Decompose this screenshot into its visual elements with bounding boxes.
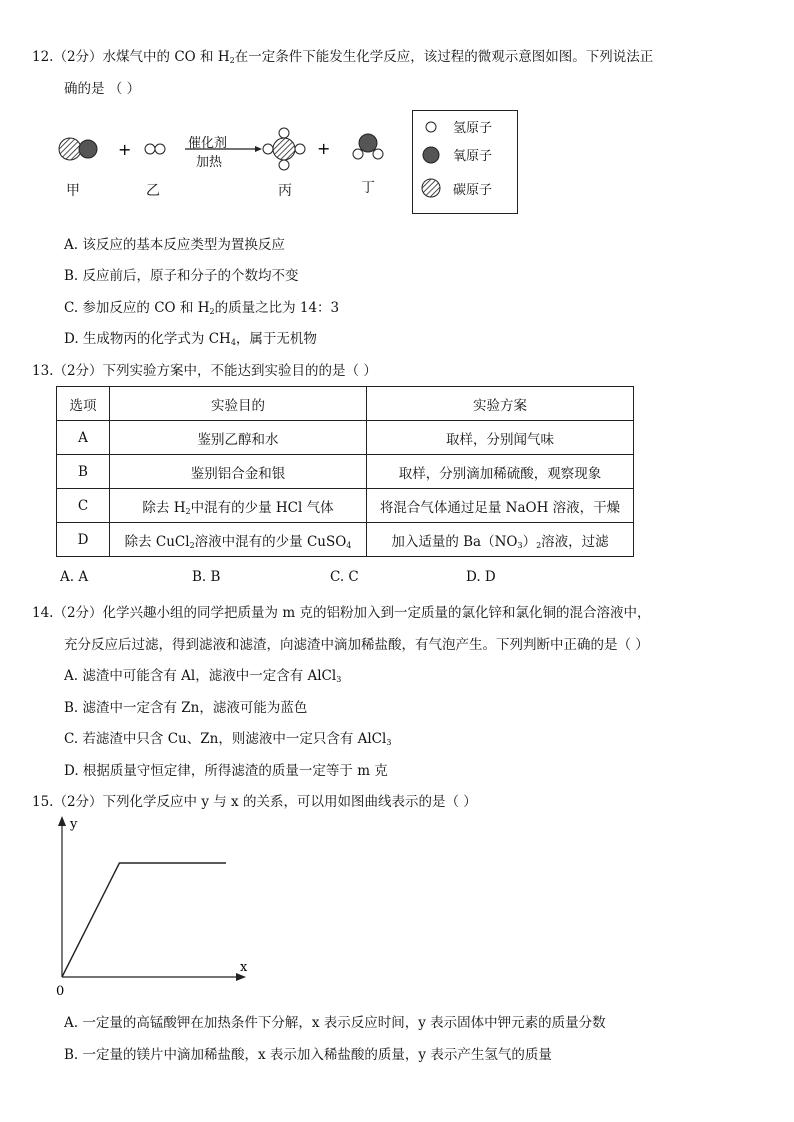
q13-choice-d: D. D xyxy=(466,569,496,585)
q14-option-c: C. 若滤渣中只含 Cu、Zn，则滤液中一定只含有 AlCl$_3$ xyxy=(64,731,392,747)
q12-option-a: A. 该反应的基本反应类型为置换反应 xyxy=(64,237,285,253)
oxygen-atom-icon xyxy=(423,147,439,163)
table-row: D 除去 CuCl$_2$溶液中混有的少量 CuSO$_4$ 加入适量的 $Ba(NO_3)_2$溶液，过滤 xyxy=(57,523,634,557)
h2o-molecule-icon xyxy=(353,134,383,159)
q13-choice-a: A. A xyxy=(60,569,89,585)
q14-stem-line1: 14.（2分）化学兴趣小组的同学把质量为 m 克的铝粉加入到一定质量的氯化锌和氯化铜的混合溶液中， xyxy=(32,605,651,621)
ch4-molecule-icon xyxy=(263,128,305,170)
q15-curve-chart xyxy=(48,814,258,1000)
q14-option-b: B. 滤渣中一定含有 Zn，滤液可能为蓝色 xyxy=(64,700,308,716)
series-line xyxy=(62,863,226,977)
q14-option-d: D. 根据质量守恒定律，所得滤渣的质量一定等于 m 克 xyxy=(64,763,388,779)
heating-label: 加热 xyxy=(196,155,223,170)
legend-hydrogen-label: 氢原子 xyxy=(453,121,493,136)
table-row: B 鉴别铝合金和银 取样，分别滴加稀硫酸，观察现象 xyxy=(57,455,634,489)
legend-carbon-label: 碳原子 xyxy=(453,183,493,198)
header-plan: 实验方案 xyxy=(367,387,634,421)
x-axis-label: x xyxy=(240,960,248,975)
plus-sign-1: + xyxy=(118,140,132,159)
q12-option-c: C. 参加反应的 CO 和 $H_2$的质量之比为 14：3 xyxy=(64,300,340,316)
hydrogen-atom-icon xyxy=(426,122,436,132)
q12-stem-line2: 确的是 （ ） xyxy=(64,81,141,97)
label-ding: 丁 xyxy=(361,180,375,196)
q12-option-d: D. 生成物丙的化学式为 $CH_4$，属于无机物 xyxy=(64,331,317,347)
q15-option-b: B. 一定量的镁片中滴加稀盐酸，x 表示加入稀盐酸的质量，y 表示产生氢气的质量 xyxy=(64,1047,552,1063)
y-axis-label: y xyxy=(70,817,78,832)
q12-stem-line1: 12.（2分）水煤气中的 CO 和 $H_2$在一定条件下能发生化学反应，该过程的微观示意图如图。下列说法正 xyxy=(32,49,654,65)
reaction-diagram xyxy=(50,118,410,198)
q12-option-b: B. 反应前后，原子和分子的个数均不变 xyxy=(64,268,299,284)
experiment-table xyxy=(56,386,634,557)
table-header-row xyxy=(57,387,634,421)
q13-choice-c: C. C xyxy=(330,569,359,585)
q13-stem: 13.（2分）下列实验方案中，不能达到实验目的的是（ ） xyxy=(32,363,377,379)
plus-sign-2: + xyxy=(317,139,331,158)
origin-label: 0 xyxy=(56,984,65,999)
legend-oxygen-label: 氧原子 xyxy=(453,149,493,164)
label-yi: 乙 xyxy=(146,183,160,199)
q14-option-a: A. 滤渣中可能含有 Al，滤液中一定含有 AlCl$_3$ xyxy=(64,668,342,684)
q14-stem-line2: 充分反应后过滤，得到滤液和滤渣，向滤渣中滴加稀盐酸，有气泡产生。下列判断中正确的是（ ） xyxy=(64,637,649,653)
header-option: 选项 xyxy=(57,387,110,421)
atom-legend xyxy=(412,110,518,214)
table-row: C 除去 $H_2$中混有的少量 HCl 气体 将混合气体通过足量 NaOH 溶液，干燥 xyxy=(57,489,634,523)
label-jia: 甲 xyxy=(66,183,80,199)
q15-option-a: A. 一定量的高锰酸钾在加热条件下分解，x 表示反应时间，y 表示固体中钾元素的质量分数 xyxy=(64,1015,606,1031)
q13-choice-b: B. B xyxy=(192,569,221,585)
y-axis-arrow xyxy=(58,816,66,826)
catalyst-label: 催化剂 xyxy=(188,136,228,151)
label-bing: 丙 xyxy=(278,183,292,199)
carbon-atom-icon xyxy=(422,179,440,197)
h2-molecule-icon xyxy=(145,144,165,154)
table-row: A 鉴别乙醇和水 取样，分别闻气味 xyxy=(57,421,634,455)
co-molecule-icon xyxy=(59,138,97,160)
q15-stem: 15.（2分）下列化学反应中 y 与 x 的关系，可以用如图曲线表示的是（ ） xyxy=(32,794,477,810)
header-goal: 实验目的 xyxy=(110,387,367,421)
